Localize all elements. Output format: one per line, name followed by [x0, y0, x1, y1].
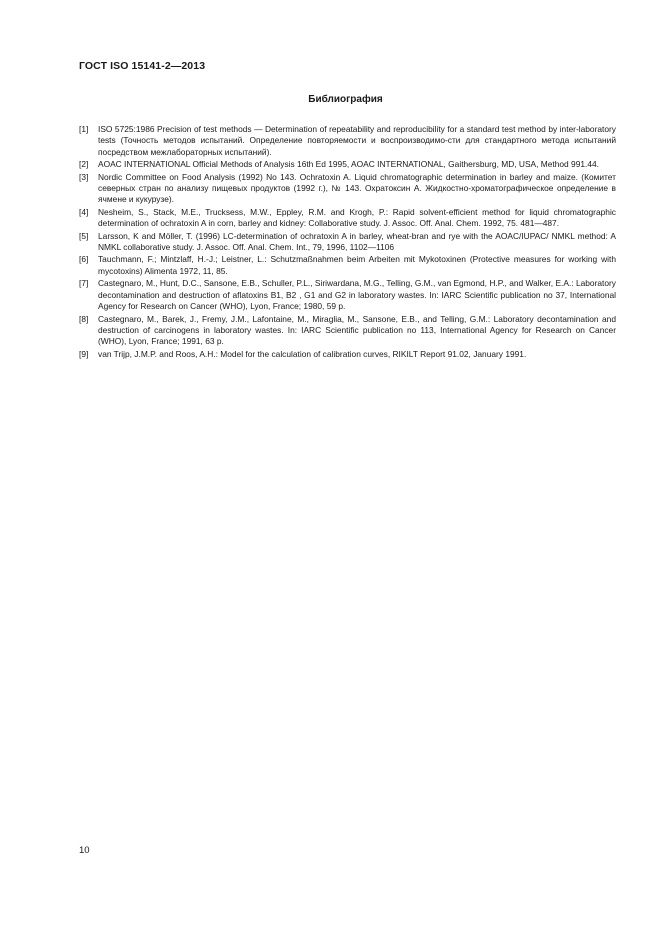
reference-number: [9]: [79, 348, 89, 359]
reference-number: [7]: [79, 278, 89, 289]
reference-list: [79, 124, 616, 361]
reference-number: [3]: [79, 171, 89, 182]
reference-number: [5]: [79, 230, 89, 241]
reference-text: Nesheim, S., Stack, M.E., Trucksess, M.W., Eppley, R.M. and Krogh, P.: Rapid solvent-efficient method for liquid chromatographic determination of ochratoxin A in corn, barley and kidney: Collaborative study. J. Assoc. Off. Anal. Chem. 1992, 75. 481—487.: [98, 206, 616, 229]
reference-number: [6]: [79, 254, 89, 265]
reference-number: [1]: [79, 124, 89, 134]
reference-number: [8]: [79, 313, 89, 324]
bibliography-title: Библиография: [308, 94, 383, 105]
reference-number: [2]: [79, 159, 89, 170]
reference-number: [4]: [79, 206, 89, 217]
reference-item: [79, 172, 616, 206]
reference-item: [79, 159, 616, 170]
reference-item: [79, 124, 616, 158]
reference-item: [79, 254, 616, 277]
reference-text: Castegnaro, M., Hunt, D.C., Sansone, E.B., Schuller, P.L., Siriwardana, M.G., Telling, G.M., van Egmond, H.P., and Walker, E.A.: Laboratory decontamination and destruction of aflatoxins B1, B2 , G1 and G2 in laboratory wastes. In: IARC Scientific publication no 37, International Agency for Research on Cancer (WHO), Lyon, France; 1980, 59 p.: [98, 278, 616, 312]
page-number: 10: [79, 845, 90, 856]
reference-item: [79, 231, 616, 254]
reference-item: [79, 278, 616, 312]
reference-item: [79, 207, 616, 230]
reference-item: [79, 314, 616, 348]
reference-text: Tauchmann, F.; Mintzlaff, H.-J.; Leistner, L.: Schutzmaßnahmen beim Arbeiten mit Mykotoxinen (Protective measures for working with mycotoxins) Alimenta 1972, 11, 85.: [98, 254, 616, 276]
standard-header: ГОСТ ISO 15141-2—2013: [79, 60, 206, 72]
reference-text: van Trijp, J.M.P. and Roos, A.H.: Model for the calculation of calibration curves, RIKILT Report 91.02, January 1991.: [98, 348, 527, 359]
reference-text: AOAC INTERNATIONAL Official Methods of Analysis 16th Ed 1995, AOAC INTERNATIONAL, Gaithersburg, MD, USA, Method 991.44.: [98, 159, 599, 170]
reference-text: ISO 5725:1986 Precision of test methods — Determination of repeatability and reproducibility for a standard test method by inter-laboratory tests (Точность методов испытаний. Определение повторяемости и воспроизводимо-сти для стандартного метода испытаний посредством межлабораторных испытаний).: [98, 124, 616, 157]
reference-text: Castegnaro, M., Barek, J., Fremy, J.M., Lafontaine, M., Miraglia, M., Sansone, E.B., and Telling, G.M.: Laboratory decontamination and destruction of carcinogens in laboratory wastes. In: IARC Scientific publication no 113, International Agency for Research on Cancer (WHO), Lyon, France; 1991, 63 p.: [98, 313, 616, 347]
reference-text: Nordic Committee on Food Analysis (1992) No 143. Ochratoxin A. Liquid chromatographic determination in barley and maize. (Комитет северных стран по анализу пищевых продуктов (1992 г.), № 143. Охратоксин А. Жидкостно-хроматографическое определение в ячмене и кукурузе).: [98, 171, 616, 205]
reference-item: [79, 349, 616, 360]
reference-text: Larsson, K and Möller, T. (1996) LC-determination of ochratoxin A in barley, wheat-bran and rye with the AOAC/IUPAC/ NMKL method: A NMKL collaborative study. J. Assoc. Off. Anal. Chem. Int., 79, 1996, 1102—1106: [98, 230, 616, 253]
